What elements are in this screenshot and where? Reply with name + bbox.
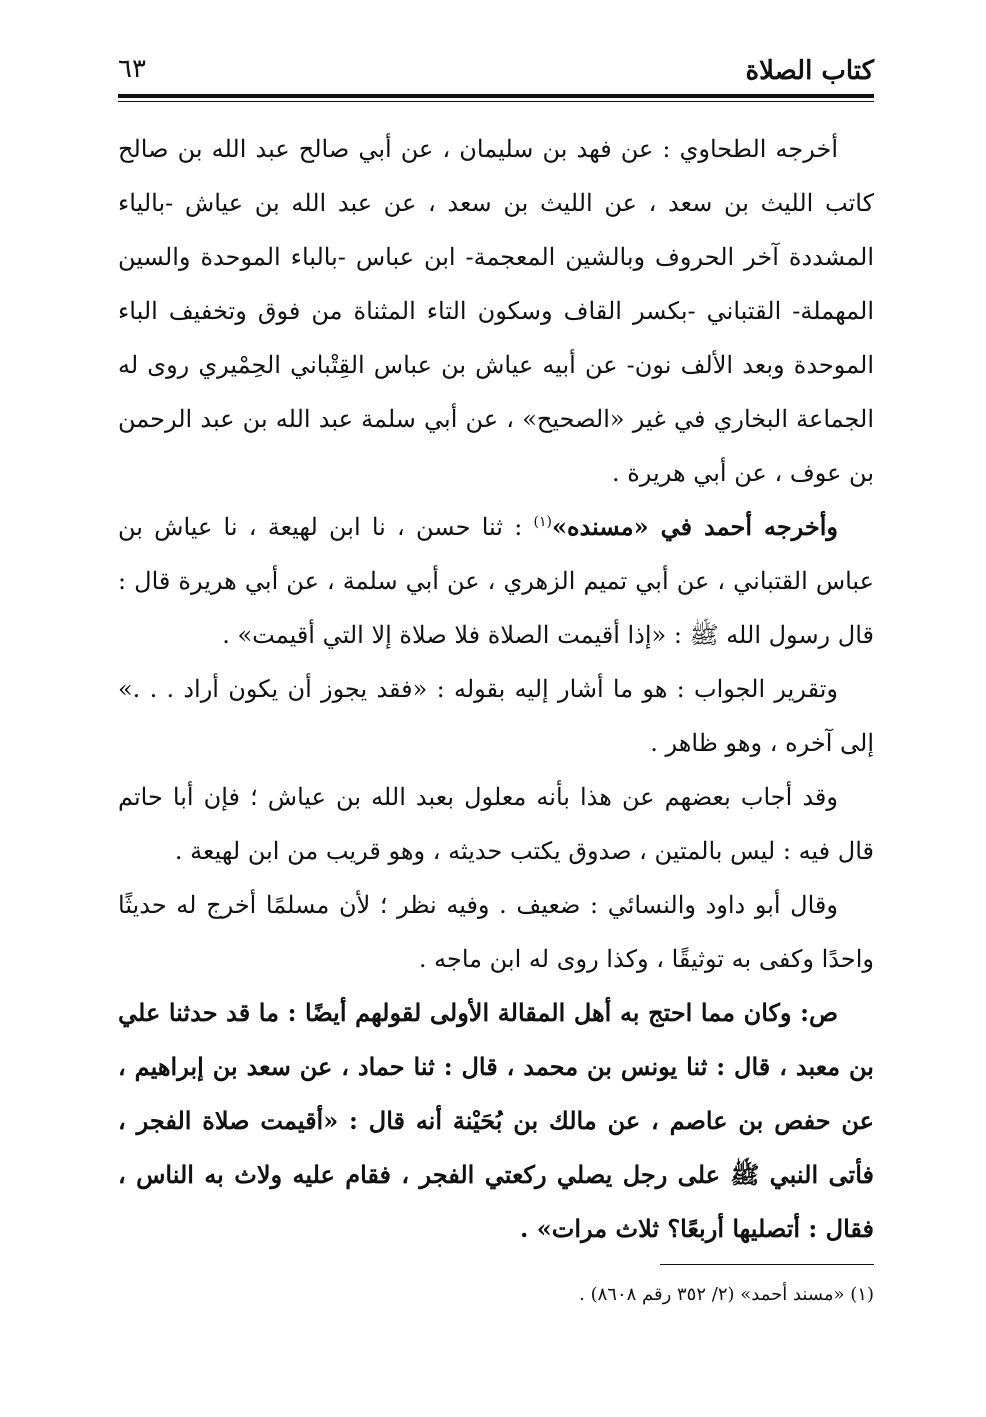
page-title: كتاب الصلاة xyxy=(745,56,874,86)
header-rule-thick xyxy=(118,94,874,98)
paragraph: وقد أجاب بعضهم عن هذا بأنه معلول بعبد الله بن عياش ؛ فإن أبا حاتم قال فيه : ليس بالمتين ، صدوق يكتب حديثه ، وهو قريب من ابن لهيعة . xyxy=(118,783,874,865)
paragraph-lead: وأخرجه أحمد في «مسنده» xyxy=(551,512,838,541)
footnote-separator xyxy=(660,1264,874,1265)
body-text xyxy=(118,122,874,1256)
page-number: ٦٣ xyxy=(118,54,146,84)
paragraph: أخرجه الطحاوي : عن فهد بن سليمان ، عن أبي صالح عبد الله بن صالح كاتب الليث بن سعد ، عن الليث بن سعد ، عن عبد الله بن عياش -بالياء المشددة آخر الحروف وبالشين المعجمة- ابن عباس -بالباء الموحدة والسين المهملة- القتباني -بكسر القاف وسكون التاء المثناة من فوق وتخفيف الباء الموحدة وبعد الألف نون- عن أبيه عياش بن عباس القِتْباني الحِمْيري روى له الجماعة البخاري في غير «الصحيح» ، عن أبي سلمة عبد الله بن عبد الرحمن بن عوف ، عن أبي هريرة . xyxy=(118,135,874,487)
paragraph: وتقرير الجواب : هو ما أشار إليه بقوله : «فقد يجوز أن يكون أراد . . .» إلى آخره ، وهو ظاهر . xyxy=(118,675,874,757)
page-header xyxy=(118,52,874,92)
paragraph: ص: وكان مما احتج به أهل المقالة الأولى لقولهم أيضًا : ما قد حدثنا علي بن معبد ، قال : ثنا يونس بن محمد ، قال : ثنا حماد ، عن سعد بن إبراهيم ، عن حفص بن عاصم ، عن مالك بن بُحَيْنة أنه قال : «أقيمت صلاة الفجر ، فأتى النبي ﷺ على رجل يصلي ركعتي الفجر ، فقام عليه ولاث به الناس ، فقال : أتصليها أربعًا؟ ثلاث مرات» . xyxy=(118,998,874,1243)
footnote: (١) «مسند أحمد» (٢/ ٣٥٢ رقم ٨٦٠٨) . xyxy=(579,1284,874,1305)
paragraph xyxy=(118,500,874,662)
header-rule-thin xyxy=(118,101,874,102)
footnote-reference[interactable]: (١) xyxy=(533,514,552,530)
paragraph: وقال أبو داود والنسائي : ضعيف . وفيه نظر ؛ لأن مسلمًا أخرج له حديثًا واحدًا وكفى به توثيقًا ، وكذا روى له ابن ماجه . xyxy=(118,891,874,973)
paragraph-body: : ثنا حسن ، نا ابن لهيعة ، نا عياش بن عباس القتباني ، عن أبي تميم الزهري ، عن أبي سلمة ، عن أبي هريرة قال : قال رسول الله ﷺ : «إذا أقيمت الصلاة فلا صلاة إلا التي أقيمت» . xyxy=(118,513,874,649)
